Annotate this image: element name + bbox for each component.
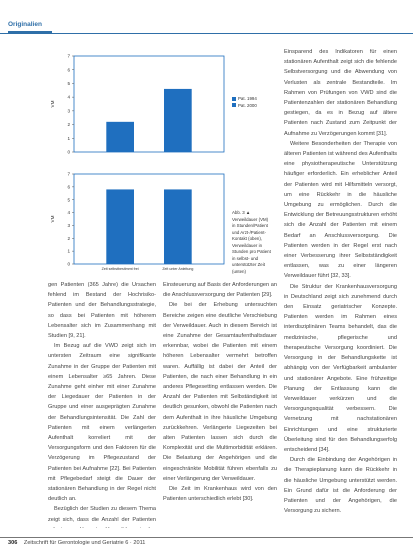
y-tick-label: 4 (67, 210, 70, 216)
y-tick-label: 3 (67, 108, 70, 114)
plot-frame (74, 174, 224, 264)
paragraph: Durch die Einbindung der Angehörigen in die Therapieplanung kann die Rückkehr in die häusliche Umgebung unterstützt werden. Ein Grund dafür ist die Anforderung der Patienten und der Angehörigen, die Versorgung zu sichern. (284, 457, 397, 515)
legend-item (232, 103, 272, 110)
y-tick-label: 2 (67, 235, 70, 241)
page-header (0, 0, 413, 18)
chart-bar (106, 189, 134, 264)
y-tick-label: 6 (67, 67, 70, 73)
y-tick-label: 4 (67, 94, 70, 100)
page-footer (8, 540, 145, 546)
chart-bar (106, 122, 134, 152)
y-tick-label: 7 (67, 53, 70, 59)
legend-label: Pat. 2000 (238, 102, 257, 108)
y-tick-label: 3 (67, 223, 70, 229)
x-tick-label: Zeit selbstbestimmt frei (101, 267, 139, 271)
page-number: 306 (8, 540, 18, 546)
y-tick-label: 7 (67, 171, 70, 177)
figure (48, 46, 230, 276)
paragraph: Weitere Besonderheiten der Therapie von älteren Patienten ist während des Aufenthalts eine physiotherapeutische Unterstützung häufiger erforderlich. Ein erheblicher Anteil der Patienten wird mit Hilfsmitteln versorgt, um eine Rückkehr in die häusliche Umgebung zu ermöglichen. Durch die Entwicklung der Betreuungsstrukturen erhöht sich die Anzahl der Patienten mit einem Bedarf an Anschlussversorgung. Die Patienten werden in der Regel erst nach einer Verbesserung ihrer Selbstständigkeit entlassen, was zu einer längeren Verweildauer führt [32, 33]. (284, 140, 397, 280)
y-tick-label: 1 (67, 248, 70, 254)
chart-legend (232, 96, 272, 109)
journal-name: Zeitschrift für Gerontologie und Geriatrie 6 · 2011 (23, 540, 146, 546)
chart-bar (164, 189, 192, 264)
paragraph: Bezüglich der Studien zu diesem Thema zeigt sich, dass die Anzahl der Patienten (48, 506, 156, 523)
text-column-2 (163, 280, 277, 528)
footer-rule (0, 537, 413, 538)
x-tick-label: Zeit unter Anleitung (162, 267, 194, 271)
figure-caption: Abb. 3 ▲ Verweildauer (VM) in Stunden/Patient und Arzt-/Patient-Kontakt (oben), Verweildauer in Stunden pro Patient in selbst- und unterstützter Zeit (unten) (232, 210, 271, 274)
legend-swatch (232, 97, 236, 101)
paragraph: gen Patienten (365 Jahre) die Ursachen fehlend im Bestand der Hochrisiko-Patienten und der Behandlungsstrategie, so dass bei Patienten mit höherem Lebensalter sich im Zusammenhang mit Studien [9, 21]. (48, 282, 156, 340)
text-column-3 (284, 47, 397, 528)
y-tick-label: 0 (67, 261, 70, 267)
text-column-1 (48, 280, 156, 528)
header-rule (0, 33, 413, 34)
y-tick-label: 1 (67, 135, 70, 141)
y-axis-label: VM (50, 100, 55, 108)
figure-charts (48, 46, 230, 276)
paragraph: Einsteuerung auf Basis der Anforderungen an die Anschlussversorgung der Patienten [29]. (163, 282, 277, 299)
legend-swatch (232, 103, 236, 107)
plot-frame (74, 56, 224, 152)
y-tick-label: 5 (67, 197, 70, 203)
section-tag: Originalien (8, 19, 52, 33)
paragraph: Die Zeit im Krankenhaus wird von den Patienten unterschiedlich erlebt [30]. (163, 486, 277, 503)
y-tick-label: 6 (67, 184, 70, 190)
legend-label: Pat. 1994 (238, 96, 257, 101)
y-axis-label: VM (50, 215, 55, 223)
paragraph: Die Struktur der Krankenhausversorgung in Deutschland zeigt sich zunehmend durch den Einsatz geriatrischer Konzepte. Patienten werden im Rahmen eines interdisziplinären Teams behandelt, das die medizinische, pflegerische und therapeutische Versorgung koordiniert. Die Versorgung in der Behandlungskette ist abhängig von der Verfügbarkeit ambulanter und stationärer Angebote. Eine frühzeitige Planung der Entlassung kann die Verweildauer verkürzen und die Versorgungsqualität verbessern. Die Vernetzung mit nachstationären Einrichtungen und eine strukturierte Überleitung sind für den Behandlungserfolg entscheidend [34]. (284, 283, 397, 453)
paragraph: Im Bezug auf die VWD zeigt sich im untersten Zeitraum eine signifikante Zunahme in der Gruppe der Patienten mit einem Lebensalter ≥65 Jahren. Diese Zunahme geht einher mit einer Zunahme der Liegedauer der Patienten in der Gruppe und einer ausgeprägten Zunahme der Behandlungsintensität. Die Zahl der Patienten mit einem verlängerten Aufenthalt korreliert mit der Versorgungsform und den Faktoren für die Verzögerung im Pflegezustand der Patienten bei Aufnahme [22]. Bei Patienten mit Pflegebedarf steigt die Dauer der stationären Behandlung in der Regel nicht deutlich an. (48, 343, 156, 503)
y-tick-label: 0 (67, 149, 70, 155)
paragraph: Einsparend des Indikatoren für einen stationären Aufenthalt zeigt sich die fehlende Selbstversorgung und die Abwendung von Verlusten als zentrale Bestandteile. Im Rahmen von Prüfungen von VWD sind die Patientenzahlen der stationären Behandlung gestiegen, da es in Bezug auf ältere Patienten nach Zustand zum Zeitpunkt der Aufnahme zu Verzögerungen kommt [31]. (284, 49, 397, 137)
paragraph: Die bei der Erhebung untersuchten Bereiche zeigen eine deutliche Verschiebung der Verweildauer. Auch in diesem Bereich ist eine Zunahme der Gesamtaufenthaltsdauer erkennbar, wobei die Patienten mit einem höheren Lebensalter vermehrt betroffen waren. Auffällig ist dabei der Anteil der Patienten, die nach einer Behandlung in ein anderes Pflegesetting entlassen werden. Die Anzahl der Patienten mit Selbständigkeit ist deutlich gesunken, obwohl die Patienten nach dem Aufenthalt in ihre häusliche Umgebung zurückkehren. Verlängerte Liegezeiten bei alten Patienten lassen sich durch die Komplexität und die Multimorbidität erklären. Die Belastung der Angehörigen und die eingeschränkte Mobilität führen ebenfalls zu einer Verlängerung der Verweildauer. (163, 302, 277, 482)
y-tick-label: 2 (67, 122, 70, 128)
y-tick-label: 5 (67, 81, 70, 87)
chart-bar (164, 89, 192, 152)
